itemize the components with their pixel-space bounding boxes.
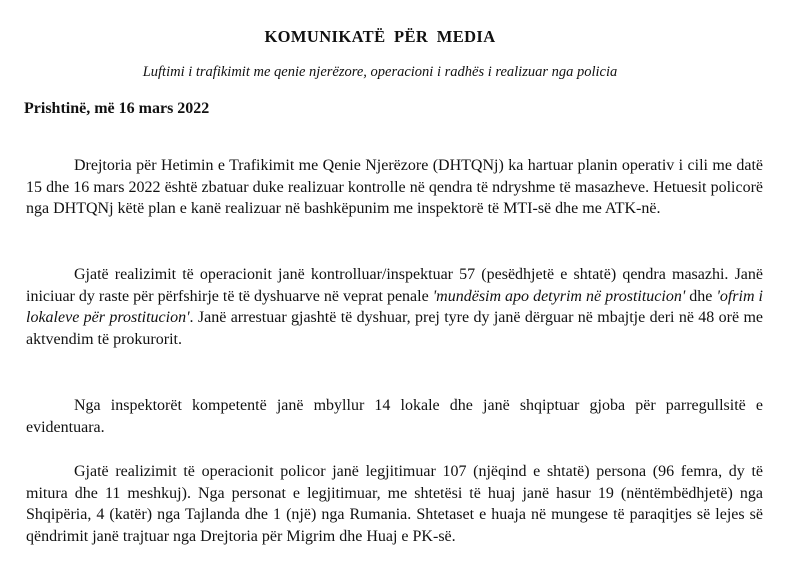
paragraph-2: [26, 264, 763, 350]
document-title: KOMUNIKATË PËR MEDIA: [264, 27, 496, 46]
paragraph-2-text-a: Gjatë realizimit të operacionit janë kontrolluar/inspektuar 57 (pesëdhjetë e shtatë) qendra masazhi. Janë iniciuar dy raste për përfshirje të të dyshuarve në veprat penale: [26, 266, 763, 305]
paragraph-2-italic-b: 'ofrim i lokaleve për prostitucion': [26, 287, 763, 326]
paragraph-1: [26, 155, 763, 220]
paragraph-4: [26, 461, 763, 547]
paragraph-3: [26, 395, 763, 438]
dateline: Prishtinë, më 16 mars 2022: [24, 100, 210, 117]
paragraph-2-text-c: . Janë arrestuar gjashtë të dyshuar, prej tyre dy janë dërguar në mbajtje deri në 48 orë me aktvendim të prokurorit.: [26, 309, 764, 348]
paragraph-4-text: Gjatë realizimit të operacionit policor janë legjitimuar 107 (njëqind e shtatë) persona (96 femra, dy të mitura dhe 11 meshkuj). Nga personat e legjitimuar, me shtetësi të huaj janë hasur 19 (nëntëmbëdhjetë) nga Shqipëria, 4 (katër) nga Tajlanda dhe 1 (një) nga Rumania. Shtetaset e huaja në mungese të paraqitjes së lejes së qëndrimit janë trajtuar nga Drejtoria për Migrim dhe Huaj e PK-së.: [26, 463, 763, 545]
paragraph-2-italic-a: 'mundësim apo detyrim në prostitucion': [432, 287, 686, 305]
paragraph-3-text: Nga inspektorët kompetentë janë mbyllur 14 lokale dhe janë shqiptuar gjoba për parregullsitë e evidentuara.: [26, 397, 763, 436]
document-subtitle: Luftimi i trafikimit me qenie njerëzore, operacioni i radhës i realizuar nga policia: [142, 64, 618, 80]
paragraph-2-text-b: dhe: [685, 287, 717, 305]
paragraph-1-text: Drejtoria për Hetimin e Trafikimit me Qenie Njerëzore (DHTQNj) ka hartuar planin operativ i cili me datë 15 dhe 16 mars 2022 është zbatuar duke realizuar kontrolle në qendra të ndryshme të masazheve. Hetuesit policorë nga DHTQNj këtë plan e kanë realizuar në bashkëpunim me inspektorë të MTI-së dhe me ATK-në.: [26, 157, 763, 217]
